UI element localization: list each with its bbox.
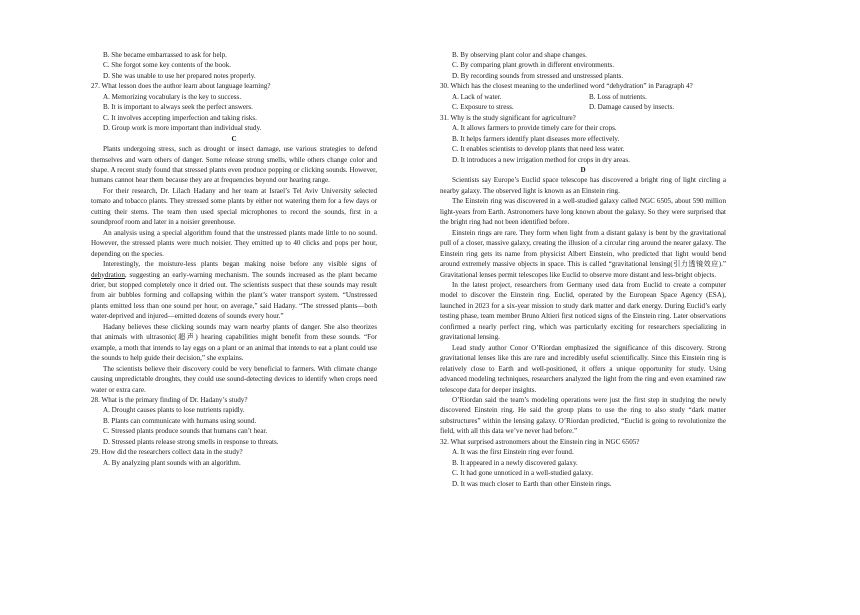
left-column bbox=[91, 50, 377, 468]
q27-stem: 27. What lesson does the author learn about language learning? bbox=[91, 82, 271, 91]
passage-c-paragraph-1: Plants undergoing stress, such as drought or insect damage, use various strategies to defend themselves and warn others of danger. Some release strong smells, while others change color and shape. A recent study found that stressed plants even produce popping or clicking sounds. However, humans cannot hear them because they are at frequencies beyond our hearing range. bbox=[91, 145, 377, 185]
q26-option-b: B. She became embarrassed to ask for help. bbox=[103, 51, 227, 59]
q31-option-b: B. It helps farmers identify plant diseases more effectively. bbox=[452, 134, 620, 143]
q28-option-d: D. Stressed plants release strong smells in response to threats. bbox=[103, 437, 279, 446]
q28-option-b: B. Plants can communicate with humans using sound. bbox=[103, 416, 257, 425]
p4-text-before: Interestingly, the moisture-less plants began making noise before any visible signs of bbox=[103, 260, 377, 269]
q29-stem: 29. How did the researchers collect data in the study? bbox=[91, 448, 243, 457]
q31-option-d: D. It introduces a new irrigation method for crops in dry areas. bbox=[452, 155, 630, 164]
underlined-word-dehydration: dehydration bbox=[91, 270, 125, 279]
q31-stem: 31. Why is the study significant for agriculture? bbox=[440, 113, 576, 122]
passage-c-paragraph-3: An analysis using a special algorithm found that the unstressed plants made little to no sound. However, the stressed plants were much noisier. They emitted up to 40 clicks and pops per hour, depending on the species. bbox=[91, 228, 377, 258]
q32-stem: 32. What surprised astronomers about the Einstein ring in NGC 6505? bbox=[440, 437, 640, 446]
q27-option-d: D. Group work is more important than individual study. bbox=[103, 124, 262, 133]
passage-d-paragraph-3: Einstein rings are rare. They form when light from a distant galaxy is bent by the gravitational pull of a closer, massive galaxy, creating the illusion of a circular ring around the nearer galaxy. The Einstein ring gets its name from physicist Albert Einstein, who predicted that light would bend around extremely massive objects in space. This is called “gravitational lensing(引力透镜效应).” Gravitational lenses permit telescopes like Euclid to observe more distant and less-bright objects. bbox=[440, 228, 726, 279]
passage-c-paragraph-5: Hadany believes these clicking sounds may warn nearby plants of danger. She also theorizes that animals with ultrasonic(超声) hearing capabilities might benefit from these sounds. “For example, a moth that intends to lay eggs on a plant or an animal that intends to eat a plant could use the sounds to help guide their decision,” she explains. bbox=[91, 322, 377, 363]
q26-option-d: D. She was unable to use her prepared notes properly. bbox=[103, 71, 256, 80]
q30-stem: 30. Which has the closest meaning to the underlined word “dehydration” in Paragraph 4? bbox=[440, 82, 693, 91]
q29-option-b: B. By observing plant color and shape changes. bbox=[452, 51, 587, 59]
q29-option-c: C. By comparing plant growth in different environments. bbox=[452, 61, 615, 70]
q29-option-d: D. By recording sounds from stressed and unstressed plants. bbox=[452, 71, 624, 80]
passage-d-paragraph-5: Lead study author Conor O’Riordan emphasized the significance of this discovery. Strong gravitational lenses like this are rare and incredibly useful scientifically. Since this Einstein ring is relatively close to Earth and well-positioned, it offers a unique opportunity for study. Using advanced modeling techniques, researchers analyzed the light from the ring and even examined raw telescope data for deeper insights. bbox=[440, 343, 726, 394]
passage-c-paragraph-6: The scientists believe their discovery could be very beneficial to farmers. With climate change causing unpredictable droughts, they could use sound-detecting devices to identify when crops need water or extra care. bbox=[91, 364, 377, 394]
q27-option-a: A. Memorizing vocabulary is the key to success. bbox=[103, 92, 242, 101]
q32-option-d: D. It was much closer to Earth than other Einstein rings. bbox=[452, 479, 612, 488]
q30-option-d: D. Damage caused by insects. bbox=[589, 103, 675, 112]
q32-option-b: B. It appeared in a newly discovered galaxy. bbox=[452, 458, 578, 467]
q28-stem: 28. What is the primary finding of Dr. Hadany’s study? bbox=[91, 395, 248, 404]
q32-option-c: C. It had gone unnoticed in a well-studied galaxy. bbox=[452, 469, 593, 478]
q30-option-b: B. Loss of nutrients. bbox=[589, 92, 647, 101]
q30-option-a: A. Lack of water. bbox=[452, 92, 502, 101]
q27-option-b: B. It is important to always seek the perfect answers. bbox=[103, 103, 253, 112]
q31-option-a: A. It allows farmers to provide timely care for their crops. bbox=[452, 124, 617, 133]
q31-option-c: C. It enables scientists to develop plants that need less water. bbox=[452, 145, 625, 154]
p4-text-after: , suggesting an early-warning mechanism. The sounds increased as the plant became drier, but stopped completely once it dried out. The scientists suspect that these sounds may result from air bubbles forming and collapsing within the plant’s water transport system. “Unstressed plants emitted less than one sound per hour, on average,” said Hadany. “The stressed plants—both water-deprived and injured—emitted dozens of sounds every hour.” bbox=[91, 270, 377, 321]
section-d-heading: D bbox=[580, 165, 586, 174]
q30-options-row-1 bbox=[440, 92, 726, 102]
q30-option-c: C. Exposure to stress. bbox=[452, 103, 514, 112]
section-c-heading: C bbox=[231, 134, 237, 143]
passage-d-paragraph-2: The Einstein ring was discovered in a well-studied galaxy called NGC 6505, about 590 million light-years from Earth. Astronomers have long known about the galaxy. So they were surprised that the bright ring had not been identified before. bbox=[440, 197, 726, 227]
q29-option-a: A. By analyzing plant sounds with an algorithm. bbox=[103, 458, 241, 467]
q32-option-a: A. It was the first Einstein ring ever found. bbox=[452, 448, 574, 457]
q28-option-c: C. Stressed plants produce sounds that humans can’t hear. bbox=[103, 427, 268, 436]
passage-c-paragraph-4 bbox=[91, 259, 377, 322]
q27-option-c: C. It involves accepting imperfection and taking risks. bbox=[103, 113, 257, 122]
q26-option-c: C. She forgot some key contents of the book. bbox=[103, 61, 231, 70]
passage-d-paragraph-6: O’Riordan said the team’s modeling operations were just the first step in studying the newly discovered Einstein ring. He said the group plans to use the ring to also study “dark matter substructures” within the lensing galaxy. O’Riordan predicted, “Euclid is going to revolutionize the field, with all this data we’ve never had before.” bbox=[440, 395, 726, 436]
right-column bbox=[440, 50, 726, 489]
passage-d-paragraph-4: In the latest project, researchers from Germany used data from Euclid to create a computer model to discover the Einstein ring. Euclid, operated by the European Space Agency (ESA), launched in 2023 for a six-year mission to study dark matter and dark energy. During Euclid’s early testing phase, team member Bruno Altieri first noticed signs of the Einstein ring. Later observations confirmed a nearly perfect ring, which was particularly exciting for researchers specializing in gravitational lensing. bbox=[440, 280, 726, 342]
q30-options-row-2 bbox=[440, 102, 726, 112]
passage-c-paragraph-2: For their research, Dr. Lilach Hadany and her team at Israel’s Tel Aviv University selected tomato and tobacco plants. They stressed some plants by either not watering them for a few days or cutting their stems. The team then used special microphones to record the sounds, first in a soundproof room and later in a noisier greenhouse. bbox=[91, 186, 377, 227]
q28-option-a: A. Drought causes plants to lose nutrients rapidly. bbox=[103, 406, 245, 415]
passage-d-paragraph-1: Scientists say Europe’s Euclid space telescope has discovered a bright ring of light circling a nearby galaxy. The observed light is known as an Einstein ring. bbox=[440, 176, 726, 195]
